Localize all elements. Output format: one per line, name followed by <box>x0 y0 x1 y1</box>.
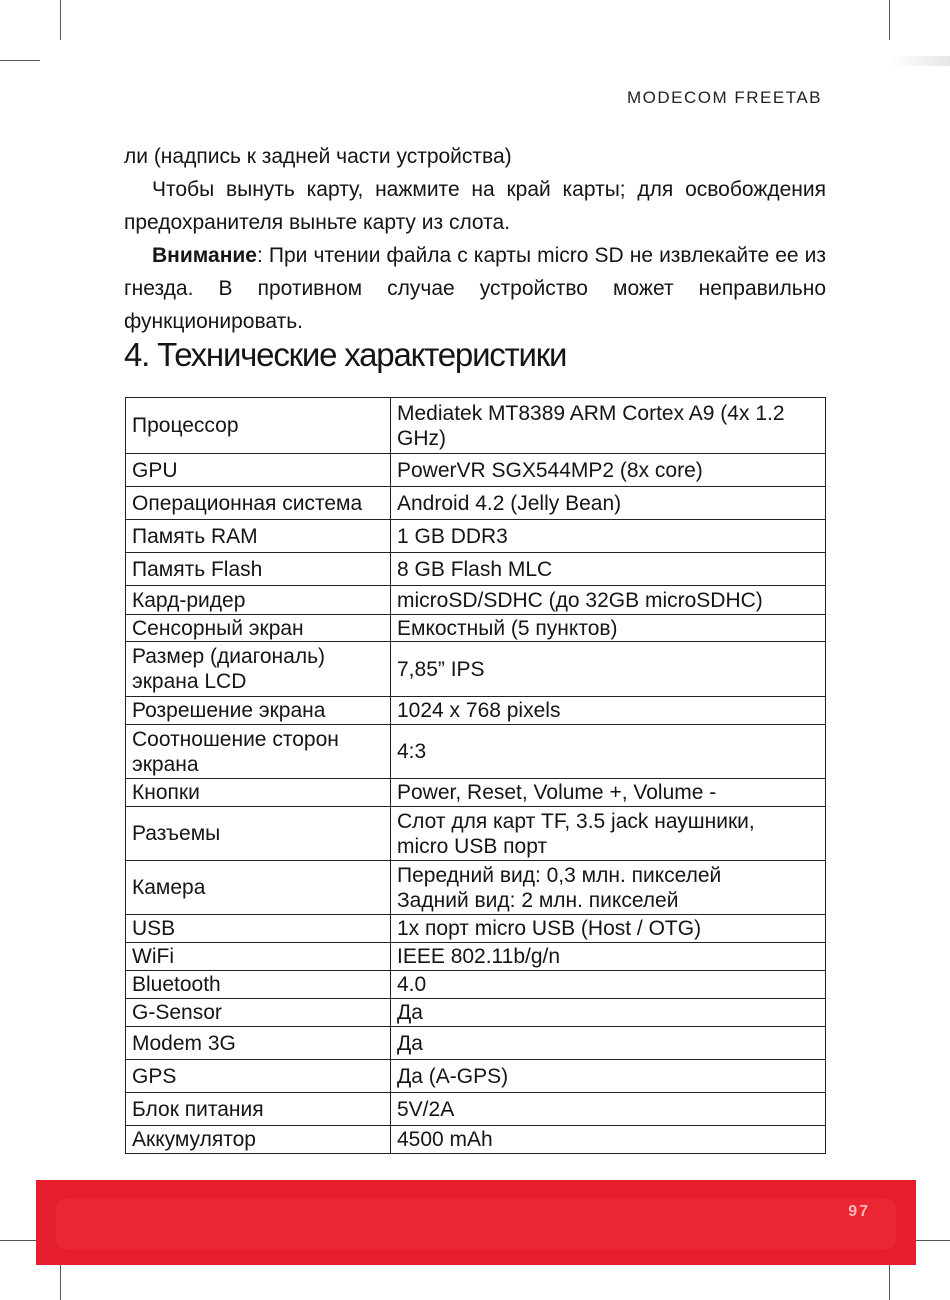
spec-value-line: PowerVR SGX544MP2 (8x core) <box>397 458 703 482</box>
spec-value-cell <box>391 553 826 586</box>
spec-value-line: 4.0 <box>397 973 427 996</box>
page-edge-shade <box>890 56 950 66</box>
spec-value-line: Передний вид: 0,3 млн. пикселей <box>397 863 722 887</box>
spec-value-line: 8 GB Flash MLC <box>397 557 553 581</box>
spec-value-line: 1x порт micro USB (Host / OTG) <box>397 917 702 940</box>
spec-value-line: Да (A-GPS) <box>397 1064 509 1088</box>
spec-value-cell <box>391 1060 826 1093</box>
spec-value-line: 4:3 <box>397 740 427 763</box>
spec-value-line: 1 GB DDR3 <box>397 524 508 548</box>
spec-value-cell <box>391 915 826 943</box>
crop-mark <box>60 0 61 40</box>
spec-value-line: Mediatek MT8389 ARM Cortex A9 (4x 1.2 <box>397 401 785 425</box>
table-row <box>126 1060 826 1093</box>
spec-value-cell <box>391 520 826 553</box>
crop-mark <box>910 1240 950 1241</box>
table-row <box>126 861 826 915</box>
crop-mark <box>0 60 40 61</box>
table-row <box>126 971 826 999</box>
section-title: 4. Технические характеристики <box>124 336 567 373</box>
spec-name-cell: Блок питания <box>126 1093 391 1126</box>
spec-value-cell <box>391 586 826 615</box>
spec-value-line: Задний вид: 2 млн. пикселей <box>397 888 679 912</box>
table-row <box>126 1027 826 1060</box>
spec-value-line: IEEE 802.11b/g/n <box>397 945 561 968</box>
specs-table-body <box>126 398 826 1154</box>
table-row <box>126 779 826 807</box>
spec-value-line: 5V/2A <box>397 1097 455 1121</box>
table-row <box>126 487 826 520</box>
table-row <box>126 697 826 725</box>
footer-band <box>56 1198 896 1250</box>
spec-value-line: 7,85” IPS <box>397 657 485 681</box>
spec-name-cell: Операционная система <box>126 487 391 520</box>
spec-name-cell: WiFi <box>126 943 391 971</box>
table-row <box>126 807 826 861</box>
spec-value-cell <box>391 1093 826 1126</box>
table-row <box>126 615 826 642</box>
spec-value-cell <box>391 615 826 642</box>
spec-name-cell: Сенсорный экран <box>126 615 391 642</box>
table-row <box>126 553 826 586</box>
spec-name-cell: USB <box>126 915 391 943</box>
spec-name-cell: G-Sensor <box>126 999 391 1027</box>
spec-name-cell: GPU <box>126 454 391 487</box>
spec-value-cell <box>391 487 826 520</box>
spec-value-line: GHz) <box>397 426 446 450</box>
table-row <box>126 398 826 454</box>
page-number: 97 <box>848 1203 870 1220</box>
table-row <box>126 943 826 971</box>
spec-name-cell: Bluetooth <box>126 971 391 999</box>
spec-value-line: micro USB порт <box>397 834 548 858</box>
table-row <box>126 520 826 553</box>
spec-value-line: 4500 mAh <box>397 1128 493 1151</box>
spec-value-line: Да <box>397 1001 423 1024</box>
table-row <box>126 1126 826 1154</box>
spec-name-cell: Камера <box>126 861 391 915</box>
body-text <box>124 140 826 338</box>
spec-name-cell: Память Flash <box>126 553 391 586</box>
spec-value-cell <box>391 999 826 1027</box>
spec-value-cell <box>391 807 826 861</box>
spec-name-cell: Аккумулятор <box>126 1126 391 1154</box>
crop-mark <box>0 1240 40 1241</box>
spec-name-cell: Кард-ридер <box>126 586 391 615</box>
warning-paragraph <box>124 239 826 338</box>
spec-value-cell <box>391 454 826 487</box>
spec-value-cell <box>391 725 826 779</box>
spec-value-line: Слот для карт TF, 3.5 jack наушники, <box>397 809 755 833</box>
spec-value-line: Power, Reset, Volume +, Volume - <box>397 781 717 804</box>
spec-value-line: Да <box>397 1031 423 1055</box>
spec-value-cell <box>391 943 826 971</box>
table-row <box>126 642 826 697</box>
spec-value-cell <box>391 697 826 725</box>
table-row <box>126 454 826 487</box>
spec-name-cell: Modem 3G <box>126 1027 391 1060</box>
spec-value-cell <box>391 779 826 807</box>
spec-name-cell: Розрешение экрана <box>126 697 391 725</box>
spec-name-cell: Соотношение сторон экрана <box>126 725 391 779</box>
table-row <box>126 999 826 1027</box>
spec-value-cell <box>391 971 826 999</box>
spec-value-cell <box>391 642 826 697</box>
spec-name-cell: GPS <box>126 1060 391 1093</box>
spec-name-cell: Процессор <box>126 398 391 454</box>
spec-name-cell: Разъемы <box>126 807 391 861</box>
spec-value-cell <box>391 861 826 915</box>
spec-value-line: microSD/SDHC (до 32GB microSDHC) <box>397 588 763 612</box>
table-row <box>126 725 826 779</box>
paragraph: ли (надпись к задней части устройства) <box>124 145 512 168</box>
spec-value-cell <box>391 1126 826 1154</box>
spec-value-cell <box>391 398 826 454</box>
table-row <box>126 586 826 615</box>
spec-value-line: Android 4.2 (Jelly Bean) <box>397 491 622 515</box>
spec-value-line: 1024 x 768 pixels <box>397 699 561 722</box>
spec-value-line: Емкостный (5 пунктов) <box>397 616 618 640</box>
spec-name-cell: Размер (диагональ) экрана LCD <box>126 642 391 697</box>
spec-name-cell: Память RAM <box>126 520 391 553</box>
spec-name-cell: Кнопки <box>126 779 391 807</box>
running-header: MODECOM FREETAB <box>626 88 822 107</box>
crop-mark <box>60 1262 61 1300</box>
paragraph: Чтобы вынуть карту, нажмите на край карты; для освобождения предохранителя выньте карту из слота. <box>124 178 826 234</box>
spec-value-cell <box>391 1027 826 1060</box>
warning-label: Внимание <box>152 244 257 267</box>
specs-table <box>125 397 826 1154</box>
warning-text: : При чтении файла с карты micro SD не извлекайте ее из гнезда. В противном случае устройство может неправильно функционировать. <box>124 244 826 333</box>
table-row <box>126 1093 826 1126</box>
crop-mark <box>889 1262 890 1300</box>
table-row <box>126 915 826 943</box>
crop-mark <box>889 0 890 40</box>
